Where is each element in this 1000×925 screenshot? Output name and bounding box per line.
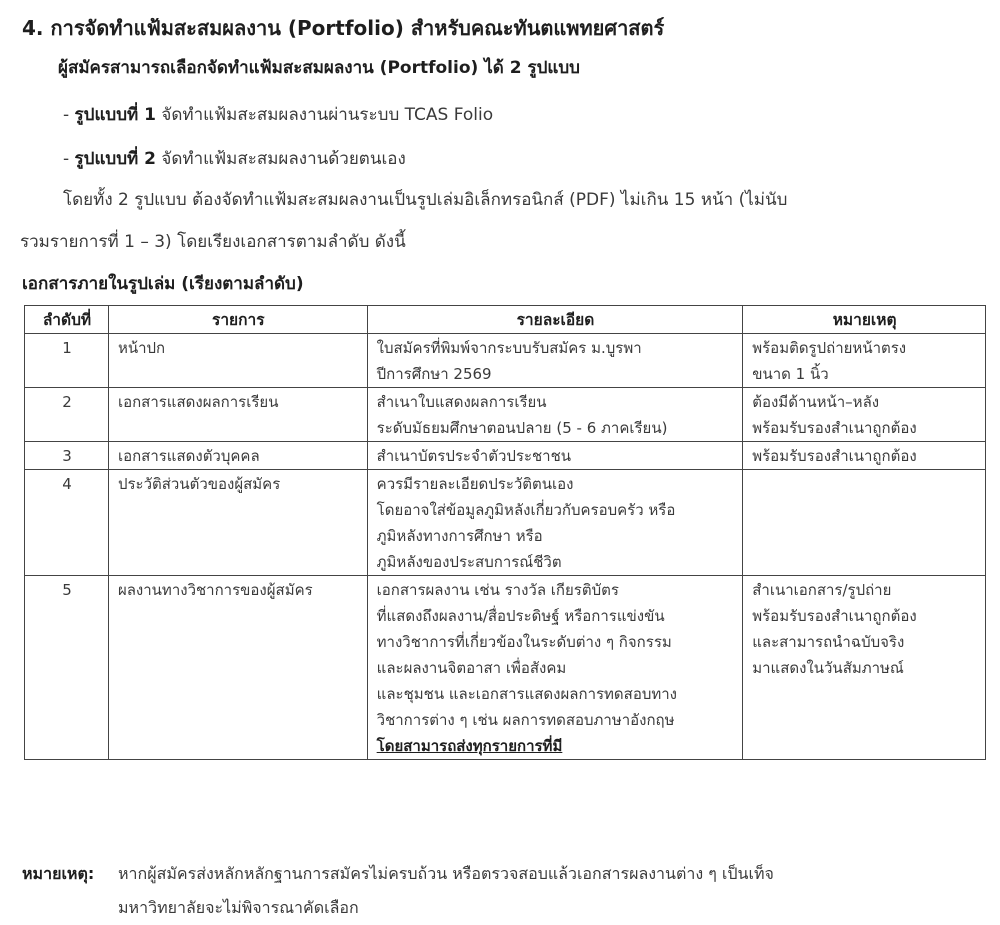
detail-line: ภูมิหลังของประสบการณ์ชีวิต [376,553,562,571]
row-no: 3 [25,442,109,470]
detail-line: วิชาการต่าง ๆ เช่น ผลการทดสอบภาษาอังกฤษ [376,711,675,729]
row-remark [743,334,986,388]
row-item: หน้าปก [108,334,367,388]
detail-line: ภูมิหลังทางการศึกษา หรือ [376,527,543,545]
remark-line: พร้อมรับรองสำเนาถูกต้อง [752,419,917,437]
detail-line: และผลงานจิตอาสา เพื่อสังคม [376,659,567,677]
paragraph-line-2: รวมรายการที่ 1 – 3) โดยเรียงเอกสารตามลำดับ ดังนี้ [20,232,406,252]
row-detail [367,442,743,470]
detail-line: ที่แสดงถึงผลงาน/สื่อประดิษฐ์ หรือการแข่งขัน [376,607,665,625]
footnote [22,862,774,917]
row-detail [367,470,743,576]
row-no: 5 [25,576,109,760]
subheading: ผู้สมัครสามารถเลือกจัดทำแฟ้มสะสมผลงาน (Portfolio) ได้ 2 รูปแบบ [58,58,580,78]
row-item: ประวัติส่วนตัวของผู้สมัคร [108,470,367,576]
detail-line: ระดับมัธยมศึกษาตอนปลาย (5 - 6 ภาคเรียน) [376,419,668,437]
remark-line: พร้อมรับรองสำเนาถูกต้อง [752,607,917,625]
detail-line: ปีการศึกษา 2569 [376,365,492,383]
remark-line: และสามารถนำฉบับจริง [752,633,905,651]
table-row [25,388,986,442]
option-2-text: จัดทำแฟ้มสะสมผลงานด้วยตนเอง [155,149,406,169]
footnote-line-2: มหาวิทยาลัยจะไม่พิจารณาคัดเลือก [118,898,359,917]
row-remark [743,388,986,442]
detail-line: เอกสารผลงาน เช่น รางวัล เกียรติบัตร [376,581,619,599]
detail-line: โดยอาจใส่ข้อมูลภูมิหลังเกี่ยวกับครอบครัว หรือ [376,501,676,519]
table-header-row [25,306,986,334]
row-item: เอกสารแสดงตัวบุคคล [108,442,367,470]
header-detail: รายละเอียด [367,306,743,334]
row-no: 2 [25,388,109,442]
table-row [25,334,986,388]
row-item: ผลงานทางวิชาการของผู้สมัคร [108,576,367,760]
footnote-line-1: หากผู้สมัครส่งหลักหลักฐานการสมัครไม่ครบถ้วน หรือตรวจสอบแล้วเอกสารผลงานต่าง ๆ เป็นเท็จ [118,864,774,883]
row-no: 4 [25,470,109,576]
table-row [25,576,986,760]
row-remark [743,576,986,760]
remark-line: ขนาด 1 นิ้ว [752,365,829,383]
row-detail [367,334,743,388]
header-item: รายการ [108,306,367,334]
option-1-prefix: - [63,105,75,125]
row-detail [367,388,743,442]
header-no: ลำดับที่ [25,306,109,334]
page-heading: 4. การจัดทำแฟ้มสะสมผลงาน (Portfolio) สำหรับคณะทันตแพทยศาสตร์ [22,16,665,40]
detail-line: ทางวิชาการที่เกี่ยวข้องในระดับต่าง ๆ กิจกรรม [376,633,672,651]
row-remark [743,442,986,470]
remark-line: มาแสดงในวันสัมภาษณ์ [752,659,904,677]
remark-line: พร้อมรับรองสำเนาถูกต้อง [752,447,917,465]
option-2-prefix: - [63,149,75,169]
table-row [25,470,986,576]
row-detail [367,576,743,760]
remark-line: ต้องมีด้านหน้า–หลัง [752,393,880,411]
remark-line: สำเนาเอกสาร/รูปถ่าย [752,581,892,599]
option-2-label: รูปแบบที่ 2 [74,149,156,169]
option-1 [63,101,493,128]
option-1-label: รูปแบบที่ 1 [74,105,156,125]
detail-line: สำเนาบัตรประจำตัวประชาชน [376,447,572,465]
option-2 [63,145,406,172]
section-title: เอกสารภายในรูปเล่ม (เรียงตามลำดับ) [22,274,304,294]
remark-line: พร้อมติดรูปถ่ายหน้าตรง [752,339,907,357]
footnote-label: หมายเหตุ: [22,864,95,883]
detail-line: สำเนาใบแสดงผลการเรียน [376,393,547,411]
detail-line: และชุมชน และเอกสารแสดงผลการทดสอบทาง [376,685,677,703]
option-1-text: จัดทำแฟ้มสะสมผลงานผ่านระบบ TCAS Folio [155,105,494,125]
documents-table [24,305,986,760]
detail-emphasis: โดยสามารถส่งทุกรายการที่มี [376,737,563,755]
detail-line: ใบสมัครที่พิมพ์จากระบบรับสมัคร ม.บูรพา [376,339,642,357]
paragraph-line-1: โดยทั้ง 2 รูปแบบ ต้องจัดทำแฟ้มสะสมผลงานเป็นรูปเล่มอิเล็กทรอนิกส์ (PDF) ไม่เกิน 15 หน้า (ไม่นับ [63,190,788,210]
row-no: 1 [25,334,109,388]
detail-line: ควรมีรายละเอียดประวัติตนเอง [376,475,574,493]
table-row [25,442,986,470]
row-remark [743,470,986,576]
row-item: เอกสารแสดงผลการเรียน [108,388,367,442]
header-remark: หมายเหตุ [743,306,986,334]
